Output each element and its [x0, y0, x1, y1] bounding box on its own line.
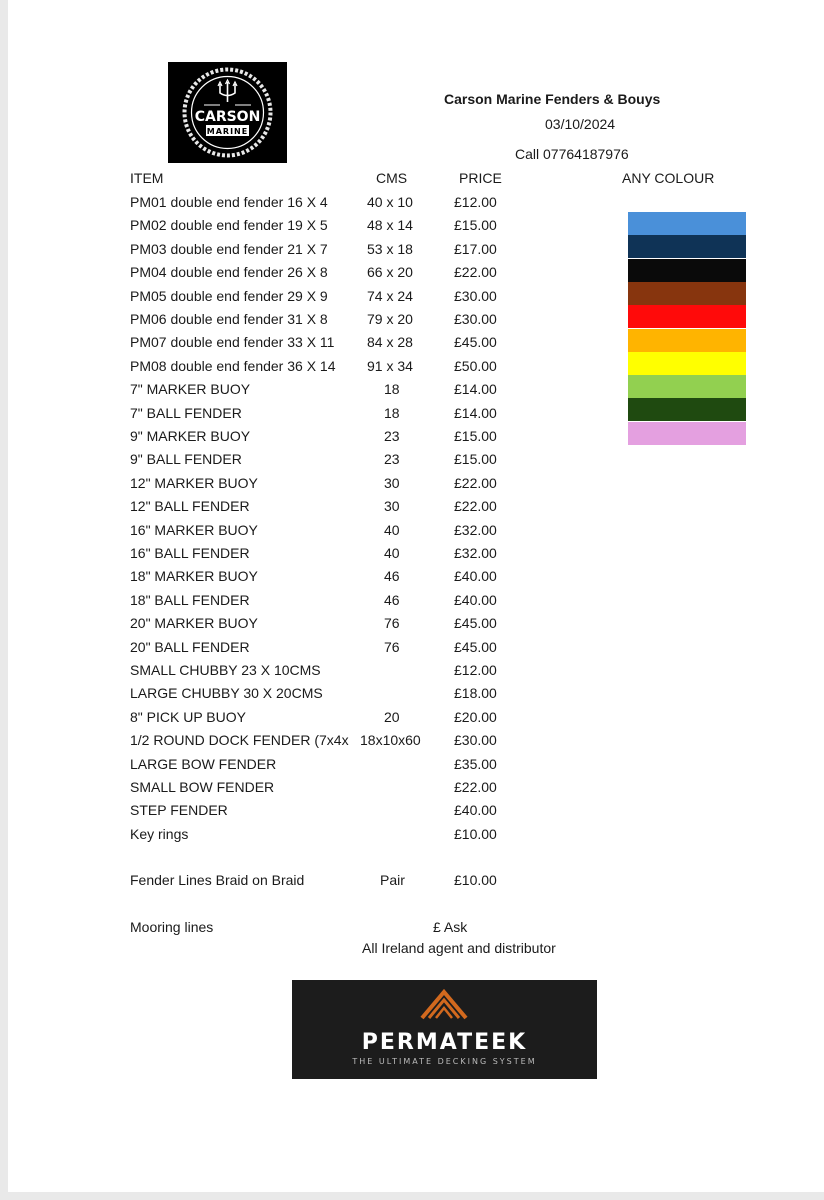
- row-price: £15.00: [454, 428, 497, 444]
- row-price: £30.00: [454, 732, 497, 748]
- row-item-name: LARGE CHUBBY 30 X 20CMS: [130, 685, 323, 701]
- row-item-name: LARGE BOW FENDER: [130, 756, 277, 772]
- row-cms: 46: [384, 592, 400, 608]
- row-item-name: PM08 double end fender 36 X 14: [130, 358, 336, 374]
- colour-swatch: [628, 212, 746, 235]
- colour-swatch: [628, 352, 746, 375]
- row-price: £15.00: [454, 451, 497, 467]
- row-price: £12.00: [454, 194, 497, 210]
- row-item-name: PM03 double end fender 21 X 7: [130, 241, 328, 257]
- row-price: £30.00: [454, 288, 497, 304]
- row-cms: 30: [384, 498, 400, 514]
- row-price: £22.00: [454, 779, 497, 795]
- row-item-name: 16" BALL FENDER: [130, 545, 250, 561]
- row-item-name: STEP FENDER: [130, 802, 228, 818]
- row-cms: 40: [384, 522, 400, 538]
- permateek-wordmark: PERMATEEK: [361, 1030, 528, 1055]
- row-item-name: 18" BALL FENDER: [130, 592, 250, 608]
- row-price: £14.00: [454, 381, 497, 397]
- colour-swatch: [628, 259, 746, 282]
- price-list-page: [8, 0, 824, 1192]
- row-price: £45.00: [454, 615, 497, 631]
- header-item: ITEM: [130, 170, 164, 186]
- row-item-name: 9" BALL FENDER: [130, 451, 242, 467]
- row-price: £40.00: [454, 802, 497, 818]
- row-item-name: 9" MARKER BUOY: [130, 428, 251, 444]
- row-price: £32.00: [454, 522, 497, 538]
- row-cms: 40: [384, 545, 400, 561]
- row-price: £22.00: [454, 475, 497, 491]
- permateek-tagline: THE ULTIMATE DECKING SYSTEM: [352, 1057, 537, 1066]
- colour-swatch: [628, 375, 746, 398]
- mooring-lines-price: £ Ask: [433, 919, 468, 935]
- price-list-date: 03/10/2024: [545, 116, 616, 132]
- row-cms: 18: [384, 405, 400, 421]
- row-price: £22.00: [454, 498, 497, 514]
- row-item-name: PM04 double end fender 26 X 8: [130, 264, 328, 280]
- permateek-logo: [292, 980, 597, 1079]
- row-price: £40.00: [454, 592, 497, 608]
- row-price: £50.00: [454, 358, 497, 374]
- fender-lines-item: Fender Lines Braid on Braid: [130, 872, 305, 888]
- carson-marine-logo: [168, 62, 287, 163]
- row-cms: 20: [384, 709, 400, 725]
- row-cms: 48 x 14: [367, 217, 413, 233]
- fender-lines-unit: Pair: [380, 872, 405, 888]
- row-price: £10.00: [454, 826, 497, 842]
- header-any-colour: ANY COLOUR: [622, 170, 715, 186]
- row-item-name: 7" MARKER BUOY: [130, 381, 251, 397]
- row-cms: 40 x 10: [367, 194, 413, 210]
- carson-logo-emblem: [168, 62, 287, 163]
- row-price: £12.00: [454, 662, 497, 678]
- mooring-lines-item: Mooring lines: [130, 919, 214, 935]
- row-price: £14.00: [454, 405, 497, 421]
- row-cms: 79 x 20: [367, 311, 413, 327]
- row-cms: 23: [384, 428, 400, 444]
- row-cms: 91 x 34: [367, 358, 413, 374]
- row-price: £40.00: [454, 568, 497, 584]
- row-item-name: 20" MARKER BUOY: [130, 615, 258, 631]
- header-price: PRICE: [459, 170, 502, 186]
- row-item-name: PM05 double end fender 29 X 9: [130, 288, 328, 304]
- row-item-name: 12" BALL FENDER: [130, 498, 250, 514]
- row-cms: 66 x 20: [367, 264, 413, 280]
- row-cms: 76: [384, 639, 400, 655]
- row-price: £35.00: [454, 756, 497, 772]
- row-price: £30.00: [454, 311, 497, 327]
- row-price: £32.00: [454, 545, 497, 561]
- row-item-name: 16" MARKER BUOY: [130, 522, 258, 538]
- row-item-name: 8" PICK UP BUOY: [130, 709, 246, 725]
- row-cms: 46: [384, 568, 400, 584]
- row-item-name: PM02 double end fender 19 X 5: [130, 217, 328, 233]
- logo-word-carson: CARSON: [194, 109, 261, 125]
- row-item-name: PM06 double end fender 31 X 8: [130, 311, 328, 327]
- row-item-name: 1/2 ROUND DOCK FENDER (7x4x: [130, 732, 349, 748]
- row-cms: 84 x 28: [367, 334, 413, 350]
- phone-number: Call 07764187976: [515, 146, 629, 162]
- permateek-roof-icon: [292, 980, 597, 1030]
- row-cms: 18x10x60: [360, 732, 421, 748]
- row-price: £45.00: [454, 334, 497, 350]
- row-cms: 76: [384, 615, 400, 631]
- row-item-name: 7" BALL FENDER: [130, 405, 242, 421]
- row-price: £45.00: [454, 639, 497, 655]
- page-title: Carson Marine Fenders & Bouys: [444, 91, 661, 107]
- row-item-name: SMALL BOW FENDER: [130, 779, 275, 795]
- colour-swatch: [628, 282, 746, 305]
- colour-swatch: [628, 329, 746, 352]
- row-price: £18.00: [454, 685, 497, 701]
- row-cms: 30: [384, 475, 400, 491]
- fender-lines-price: £10.00: [454, 872, 497, 888]
- header-cms: CMS: [376, 170, 408, 186]
- row-cms: 74 x 24: [367, 288, 413, 304]
- row-item-name: Key rings: [130, 826, 189, 842]
- logo-word-marine: MARINE: [206, 127, 249, 136]
- row-price: £17.00: [454, 241, 497, 257]
- row-item-name: PM01 double end fender 16 X 4: [130, 194, 328, 210]
- colour-swatch: [628, 398, 746, 421]
- row-cms: 23: [384, 451, 400, 467]
- distributor-note: All Ireland agent and distributor: [362, 940, 556, 956]
- row-item-name: 12" MARKER BUOY: [130, 475, 258, 491]
- row-cms: 18: [384, 381, 400, 397]
- row-item-name: SMALL CHUBBY 23 X 10CMS: [130, 662, 321, 678]
- row-price: £22.00: [454, 264, 497, 280]
- row-price: £15.00: [454, 217, 497, 233]
- row-item-name: 20" BALL FENDER: [130, 639, 250, 655]
- row-price: £20.00: [454, 709, 497, 725]
- colour-swatch: [628, 305, 746, 328]
- colour-swatch: [628, 422, 746, 445]
- row-item-name: 18" MARKER BUOY: [130, 568, 258, 584]
- row-item-name: PM07 double end fender 33 X 11: [130, 334, 335, 350]
- row-cms: 53 x 18: [367, 241, 413, 257]
- colour-swatch: [628, 235, 746, 258]
